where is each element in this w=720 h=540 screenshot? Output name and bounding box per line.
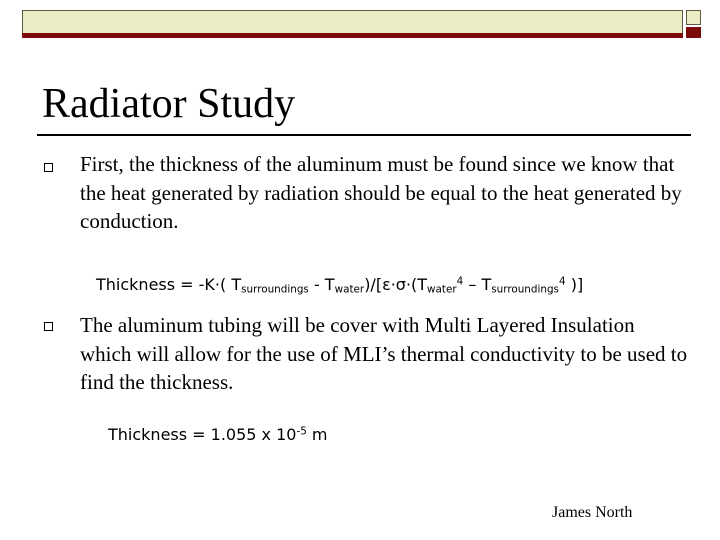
bullet-square-icon (44, 322, 53, 331)
slide-title: Radiator Study (42, 81, 296, 127)
bullet-text-1: First, the thickness of the aluminum must be found since we know that the heat generated by radiation should be equal to the heat generated by conduction. (80, 152, 682, 233)
header-square (686, 10, 701, 25)
result-exponent: -5 (296, 425, 307, 438)
equation-lhs: Thickness = -K·( T (96, 275, 242, 294)
equation-end: )] (565, 275, 584, 294)
thickness-equation (96, 274, 583, 296)
subscript-surroundings: surroundings (491, 283, 559, 296)
header-accent-square (686, 27, 701, 38)
superscript-4: 4 (558, 275, 566, 288)
thickness-result (108, 424, 328, 446)
equation-part: )/[ε·σ·(T (364, 275, 428, 294)
bullet-text-2: The aluminum tubing will be cover with Multi Layered Insulation which will allow for the use of MLI’s thermal conductivity to be used to find the thickness. (80, 313, 688, 394)
bullet-square-icon (44, 163, 53, 172)
result-unit: m (306, 425, 328, 444)
title-divider (37, 134, 691, 136)
superscript-4: 4 (456, 275, 464, 288)
author-name: James North (552, 504, 633, 521)
subscript-water: water (334, 283, 365, 296)
subscript-water: water (427, 283, 457, 296)
result-lhs: Thickness = 1.055 x 10 (108, 425, 297, 444)
equation-part: - T (308, 275, 335, 294)
subscript-surroundings: surroundings (241, 283, 309, 296)
header-accent-stripe (22, 33, 683, 38)
equation-part: – T (463, 275, 492, 294)
